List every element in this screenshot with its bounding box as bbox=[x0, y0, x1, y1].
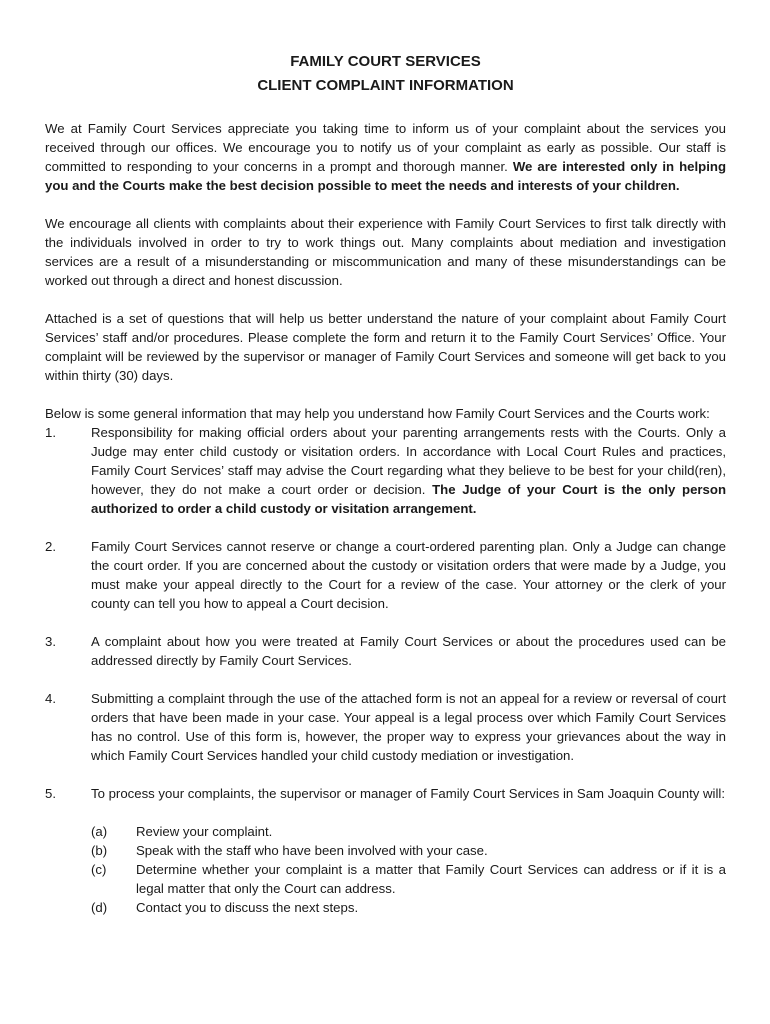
list-item-text: Responsibility for making official orders about your parenting arrangements rests with the Courts. Only a Judge may enter child custody or visitation orders. In accordance with Local Court Rules and practices, Family Court Services’ staff may advise the Court regarding what they believe to be best for your child(ren), however, they do not make a court order or decision. bbox=[91, 425, 726, 497]
list-item-text: To process your complaints, the supervisor or manager of Family Court Services in Sam Joaquin County will: bbox=[91, 786, 725, 801]
sub-list-item-text: Speak with the staff who have been involved with your case. bbox=[136, 843, 488, 858]
list-item bbox=[45, 784, 726, 917]
intro-paragraph-1 bbox=[45, 119, 726, 195]
sub-list-item-letter: (d) bbox=[91, 900, 108, 915]
sub-list-item-text: Review your complaint. bbox=[136, 824, 273, 839]
sub-list bbox=[91, 822, 726, 917]
sub-list-item bbox=[91, 898, 726, 917]
list-item-number: 4. bbox=[45, 691, 56, 706]
sub-list-item-text: Contact you to discuss the next steps. bbox=[136, 900, 359, 915]
intro-paragraph-1-text: We at Family Court Services appreciate you taking time to inform us of your complaint about the services you received through our offices. We encourage you to notify us of your complaint as early as possible. Our staff is committed to responding to your concerns in a prompt and thorough manner. bbox=[45, 121, 726, 174]
document-title: FAMILY COURT SERVICES bbox=[290, 53, 481, 70]
intro-paragraph-3: Attached is a set of questions that will help us better understand the nature of your complaint about Family Court Services’ staff and/or procedures. Please complete the form and return it to the Family Court Services’ Office. Your complaint will be reviewed by the supervisor or manager of Family Court Services and someone will get back to you within thirty (30) days. bbox=[45, 311, 726, 383]
information-list bbox=[45, 423, 726, 917]
list-item-number: 2. bbox=[45, 539, 56, 554]
list-item bbox=[45, 689, 726, 765]
list-item bbox=[45, 632, 726, 670]
list-item-text: Submitting a complaint through the use of the attached form is not an appeal for a review or reversal of court orders that have been made in your case. Your appeal is a legal process over which Family Court Services has no control. Use of this form is, however, the proper way to express your grievances about the way in which Family Court Services handled your child custody mediation or investigation. bbox=[91, 691, 726, 763]
sub-list-item bbox=[91, 841, 726, 860]
sub-list-item-letter: (b) bbox=[91, 843, 108, 858]
list-item-text: Family Court Services cannot reserve or change a court-ordered parenting plan. Only a Judge can change the court order. If you are concerned about the custody or visitation orders that were made by a Judge, you must make your appeal directly to the Court for a review of the case. Your attorney or the clerk of your county can tell you how to appeal a Court decision. bbox=[91, 539, 726, 611]
sub-list-item bbox=[91, 860, 726, 898]
sub-list-item bbox=[91, 822, 726, 841]
list-item-text: A complaint about how you were treated at Family Court Services or about the procedures used can be addressed directly by Family Court Services. bbox=[91, 634, 726, 668]
list-item-number: 3. bbox=[45, 634, 56, 649]
intro-paragraph-2: We encourage all clients with complaints about their experience with Family Court Services to first talk directly with the individuals involved in order to try to work things out. Many complaints about mediation and investigation services are a result of a misunderstanding or miscommunication and many of these misunderstandings can be worked out through a direct and honest discussion. bbox=[45, 216, 726, 288]
list-item bbox=[45, 537, 726, 613]
list-item-number: 1. bbox=[45, 425, 56, 440]
intro-paragraph-1-emphasis: We are interested only in helping you and the Courts make the best decision possible to meet the needs and interests of your children. bbox=[45, 159, 727, 193]
intro-paragraph-4: Below is some general information that may help you understand how Family Court Services and the Courts work: bbox=[45, 406, 710, 421]
sub-list-item-letter: (a) bbox=[91, 824, 108, 839]
list-item-emphasis: The Judge of your Court is the only person authorized to order a child custody or visitation arrangement. bbox=[91, 482, 726, 516]
list-item bbox=[45, 423, 726, 518]
sub-list-item-text: Determine whether your complaint is a matter that Family Court Services can address or if it is a legal matter that only the Court can address. bbox=[136, 862, 726, 896]
list-item-number: 5. bbox=[45, 786, 56, 801]
sub-list-item-letter: (c) bbox=[91, 862, 107, 877]
document-subtitle: CLIENT COMPLAINT INFORMATION bbox=[257, 77, 514, 94]
